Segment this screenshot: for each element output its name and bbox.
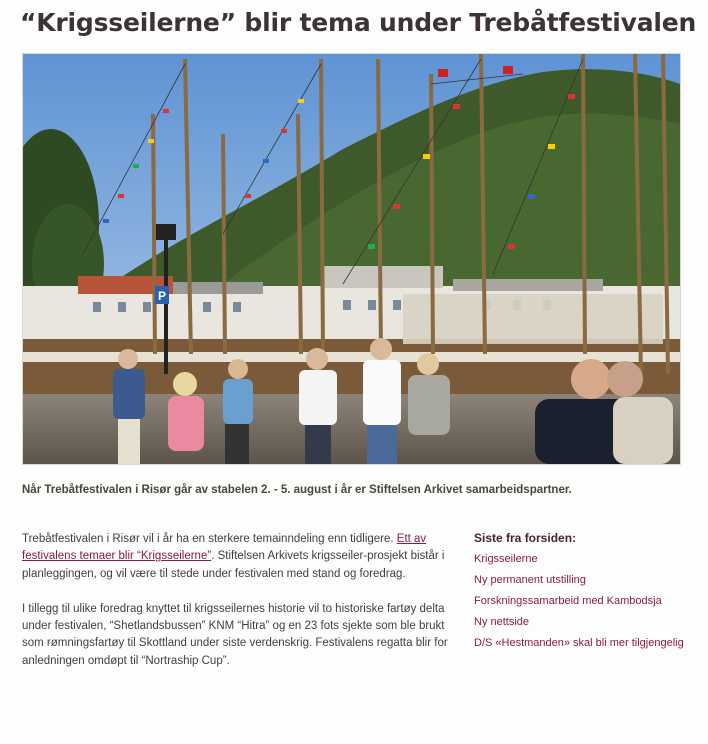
list-item [474, 572, 694, 588]
paragraph-text: Trebåtfestivalen i Risør vil i år ha en sterkere temainndeling enn tidligere. [22, 533, 397, 545]
sidebar-link-cambodia-research[interactable]: Forskningssamarbeid med Kambodsja [474, 595, 662, 607]
photo-caption: Når Trebåtfestivalen i Risør går av stabelen 2. - 5. august i år er Stiftelsen Arkivet samarbeidspartner. [22, 484, 572, 496]
list-item [474, 614, 694, 630]
sidebar-link-hestmanden[interactable]: D/S «Hestmanden» skal bli mer tilgjengelig [474, 637, 684, 649]
page-title: “Krigsseilerne” blir tema under Trebåtfestivalen [20, 8, 697, 37]
article-paragraph: I tillegg til ulike foredrag knyttet til krigsseilernes historie vil to historiske fartøy delta under festivalen, “Shetlandsbussen” KNM “Hitra” og en 23 fots sjekte som ble brukt som rømningsfartøy til Skottland under siste verdenskrig. Festivalens regatta blir for anledningen omdøpt til “Nortraship Cup”. [22, 602, 448, 667]
festival-photo [22, 53, 681, 465]
list-item [474, 593, 694, 609]
article-body [22, 531, 462, 688]
sidebar-link-list [474, 551, 694, 651]
sidebar-link-new-website[interactable]: Ny nettside [474, 616, 530, 628]
list-item [474, 551, 694, 567]
list-item [474, 635, 694, 651]
paragraph-text: . Stiftelsen Arkivets krigsseiler-prosjekt bistår i planleggingen, og vil være til stede under festivalen med stand og foredrag. [22, 550, 445, 580]
latest-news-sidebar [474, 531, 694, 656]
sidebar-link-krigsseilerne[interactable]: Krigsseilerne [474, 553, 538, 565]
sidebar-link-permanent-exhibition[interactable]: Ny permanent utstilling [474, 574, 586, 586]
sidebar-heading: Siste fra forsiden: [474, 531, 577, 545]
parking-sign: P [157, 289, 167, 303]
krigsseilerne-theme-link[interactable]: Ett av festivalens temaer blir “Krigsseilerne” [22, 533, 427, 563]
article-paragraph [22, 531, 462, 583]
